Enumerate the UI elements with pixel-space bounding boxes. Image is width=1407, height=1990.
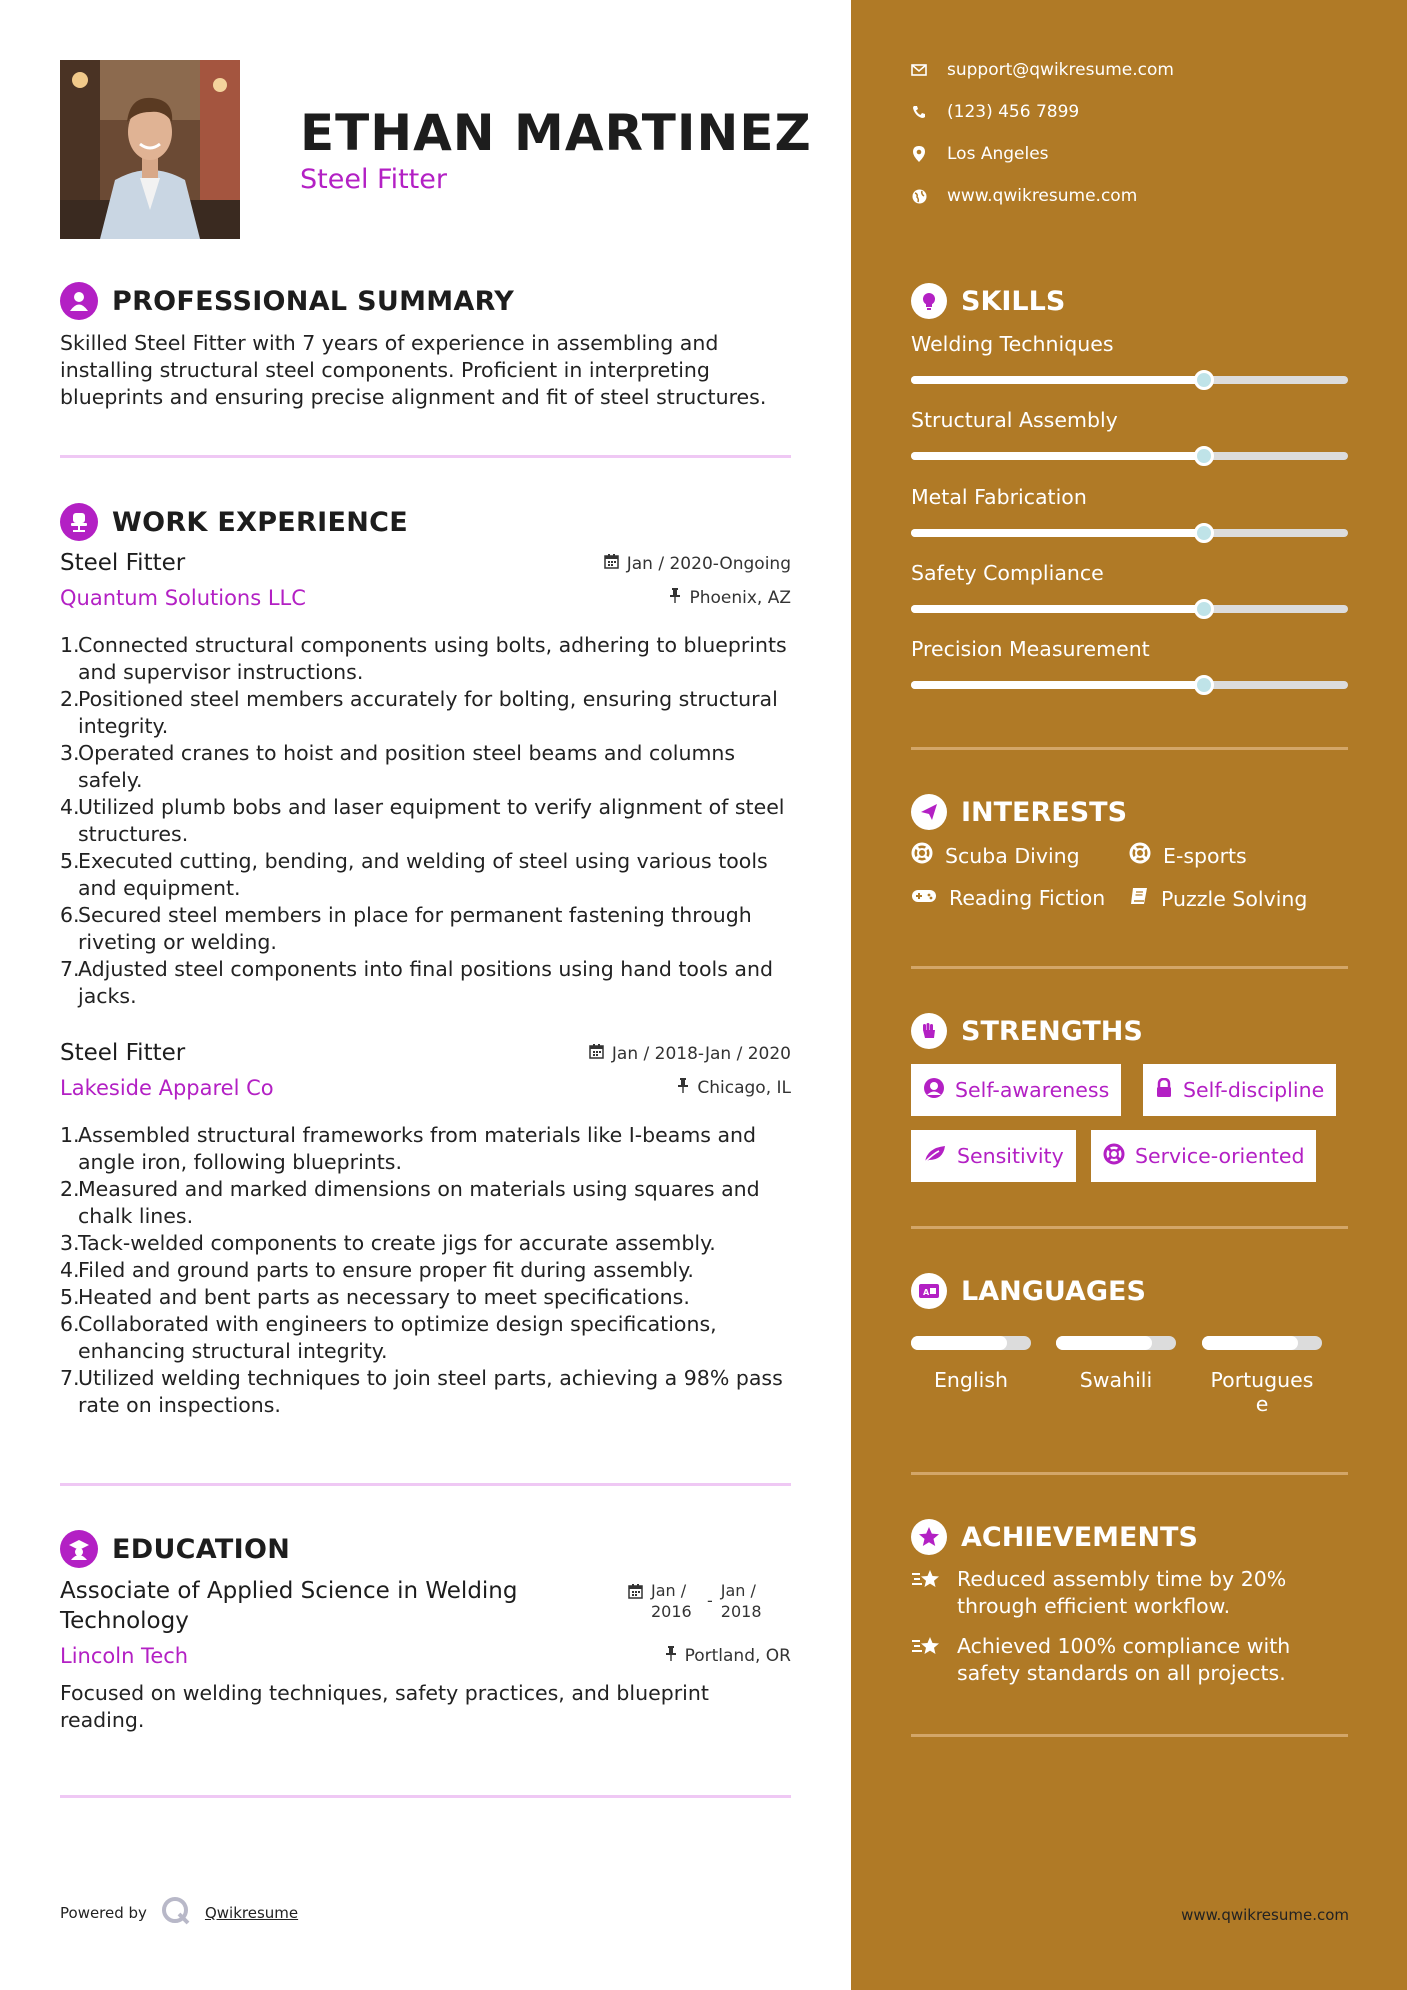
skill-name: Safety Compliance xyxy=(911,561,1104,585)
education-heading xyxy=(60,1530,290,1568)
skill-bar-knob xyxy=(1194,523,1214,543)
fist-icon xyxy=(911,1013,947,1049)
job-entry xyxy=(60,550,791,1010)
strength-badge: Service-oriented xyxy=(1091,1130,1316,1182)
footer-powered xyxy=(60,1896,298,1930)
list-item: 6. Collaborated with engineers to optimize design specifications, enhancing structural integrity. xyxy=(60,1312,717,1363)
job-date: Jan / 2018-Jan / 2020 xyxy=(589,1044,791,1064)
language-bar xyxy=(911,1336,1031,1350)
language-name: Portugues e xyxy=(1210,1368,1314,1416)
graduate-icon xyxy=(60,1530,98,1568)
lightbulb-icon xyxy=(911,283,947,319)
skill-bar xyxy=(911,376,1348,384)
job-date: Jan / 2020-Ongoing xyxy=(604,554,791,574)
skill-item xyxy=(911,332,1348,356)
job-location: Chicago, IL xyxy=(677,1078,791,1098)
education-start: Jan / 2016 xyxy=(651,1581,692,1621)
calendar-icon xyxy=(628,1580,643,1604)
paper-plane-icon xyxy=(911,794,947,830)
lifebuoy-icon xyxy=(1129,842,1151,869)
powered-by-label: Powered by xyxy=(60,1904,147,1922)
interests-title: INTERESTS xyxy=(961,796,1128,828)
list-item: 6. Secured steel members in place for permanent fastening through riveting or welding. xyxy=(60,903,752,954)
list-item: 1. Assembled structural frameworks from materials like I-beams and angle iron, following blueprints. xyxy=(60,1123,757,1174)
language-name: Swahili xyxy=(1079,1368,1153,1392)
profile-photo xyxy=(60,60,240,239)
skill-bar xyxy=(911,681,1348,689)
phone-icon xyxy=(911,105,927,119)
job-location: Phoenix, AZ xyxy=(669,588,791,608)
education-description: Focused on welding techniques, safety practices, and blueprint reading. xyxy=(60,1681,709,1732)
leaf-icon xyxy=(923,1144,947,1169)
envelope-icon xyxy=(911,64,927,76)
skill-bar-fill xyxy=(911,376,1204,384)
candidate-title: Steel Fitter xyxy=(300,164,447,195)
date-separator: - xyxy=(707,1591,713,1610)
book-icon xyxy=(1129,886,1149,911)
job-duties xyxy=(60,1122,800,1419)
list-item: 2. Measured and marked dimensions on materials using squares and chalk lines. xyxy=(60,1177,760,1228)
skill-name: Welding Techniques xyxy=(911,332,1114,356)
list-item: 3. Tack-welded components to create jigs for accurate assembly. xyxy=(60,1231,716,1255)
lifebuoy-icon xyxy=(1103,1143,1125,1170)
summary-text: Skilled Steel Fitter with 7 years of experience in assembling and installing structural steel components. Proficient in interpreting blueprints and ensuring precise alignment and fit of steel structures. xyxy=(60,331,767,409)
contact-email[interactable]: support@qwikresume.com xyxy=(911,60,1174,80)
language-bar xyxy=(1056,1336,1176,1350)
achievements-title: ACHIEVEMENTS xyxy=(961,1521,1198,1553)
languages-heading xyxy=(911,1273,1146,1309)
achievement-item: Achieved 100% compliance with safety standards on all projects. xyxy=(911,1633,1348,1687)
skill-item xyxy=(911,408,1348,432)
interest-item: Puzzle Solving xyxy=(1129,886,1307,911)
experience-title: WORK EXPERIENCE xyxy=(112,506,408,538)
star-badge-icon xyxy=(911,1519,947,1555)
skills-heading xyxy=(911,283,1065,319)
list-item: 7. Utilized welding techniques to join steel parts, achieving a 98% pass rate on inspections. xyxy=(60,1366,783,1417)
skill-bar xyxy=(911,529,1348,537)
sidebar xyxy=(851,0,1407,1990)
job-company: Quantum Solutions LLC xyxy=(60,586,306,610)
experience-heading xyxy=(60,503,408,541)
summary-title: PROFESSIONAL SUMMARY xyxy=(112,285,515,317)
job-title: Steel Fitter xyxy=(60,1040,186,1066)
skills-title: SKILLS xyxy=(961,285,1066,317)
list-item: 3. Operated cranes to hoist and position steel beams and columns safely. xyxy=(60,741,736,792)
summary-heading xyxy=(60,282,514,320)
user-icon xyxy=(60,282,98,320)
skill-bar-fill xyxy=(911,681,1204,689)
qwikresume-link[interactable]: Qwikresume xyxy=(204,1904,299,1922)
languages-title: LANGUAGES xyxy=(961,1275,1146,1307)
candidate-name: ETHAN MARTINEZ xyxy=(300,104,812,162)
language-bar-fill xyxy=(911,1336,1007,1350)
skill-item xyxy=(911,637,1348,661)
shooting-star-icon xyxy=(911,1566,943,1601)
language-name: English xyxy=(933,1368,1009,1392)
interest-item: Reading Fiction xyxy=(911,886,1105,910)
language-bar-fill xyxy=(1202,1336,1298,1350)
contact-website[interactable]: www.qwikresume.com xyxy=(911,186,1137,206)
calendar-icon xyxy=(604,554,619,574)
skill-name: Metal Fabrication xyxy=(911,485,1087,509)
office-chair-icon xyxy=(60,503,98,541)
skill-bar-fill xyxy=(911,452,1204,460)
divider xyxy=(911,966,1348,969)
skill-bar-knob xyxy=(1194,446,1214,466)
skill-bar-knob xyxy=(1194,599,1214,619)
list-item: 5. Heated and bent parts as necessary to meet specifications. xyxy=(60,1285,690,1309)
language-bar xyxy=(1202,1336,1322,1350)
skill-name: Precision Measurement xyxy=(911,637,1150,661)
divider xyxy=(60,1795,791,1798)
list-item: 5. Executed cutting, bending, and welding of steel using various tools and equipment. xyxy=(60,849,768,900)
list-item: 7. Adjusted steel components into final positions using hand tools and jacks. xyxy=(60,957,773,1008)
divider xyxy=(911,1226,1348,1229)
list-item: 2. Positioned steel members accurately for bolting, ensuring structural integrity. xyxy=(60,687,778,738)
lock-icon xyxy=(1155,1078,1173,1103)
list-item: 4. Utilized plumb bobs and laser equipment to verify alignment of steel structures. xyxy=(60,795,785,846)
pin-icon xyxy=(665,1646,677,1666)
degree: Associate of Applied Science in Welding Technology xyxy=(60,1578,518,1634)
skill-bar-fill xyxy=(911,529,1204,537)
qwikresume-logo-icon xyxy=(161,1896,191,1930)
skill-bar-fill xyxy=(911,605,1204,613)
achievements-heading xyxy=(911,1519,1198,1555)
strengths-title: STRENGTHS xyxy=(961,1015,1143,1047)
list-item: 4. Filed and ground parts to ensure proper fit during assembly. xyxy=(60,1258,694,1282)
svg-text:A: A xyxy=(923,1288,930,1297)
interest-item: Scuba Diving xyxy=(911,842,1080,869)
education-dates xyxy=(628,1580,769,1622)
skill-bar xyxy=(911,452,1348,460)
job-company: Lakeside Apparel Co xyxy=(60,1076,274,1100)
shooting-star-icon xyxy=(911,1633,943,1668)
strength-badge: Sensitivity xyxy=(911,1130,1076,1182)
divider xyxy=(911,1734,1348,1737)
pin-icon xyxy=(669,588,681,608)
skill-bar-knob xyxy=(1194,675,1214,695)
skill-bar xyxy=(911,605,1348,613)
pin-icon xyxy=(677,1078,689,1098)
contact-phone[interactable]: (123) 456 7899 xyxy=(911,102,1079,122)
divider xyxy=(911,747,1348,750)
skill-item xyxy=(911,561,1348,585)
divider xyxy=(911,1472,1348,1475)
job-title: Steel Fitter xyxy=(60,550,186,576)
map-pin-icon xyxy=(911,146,927,162)
skill-name: Structural Assembly xyxy=(911,408,1118,432)
footer-site[interactable]: www.qwikresume.com xyxy=(1181,1906,1349,1924)
interests-heading xyxy=(911,794,1127,830)
strengths-heading xyxy=(911,1013,1143,1049)
divider xyxy=(60,1483,791,1486)
strength-badge: Self-awareness xyxy=(911,1064,1121,1116)
lifebuoy-icon xyxy=(911,842,933,869)
user-circle-icon xyxy=(923,1077,945,1104)
achievement-item: Reduced assembly time by 20% through efficient workflow. xyxy=(911,1566,1348,1620)
education-title: EDUCATION xyxy=(112,1533,291,1565)
strength-badge: Self-discipline xyxy=(1143,1064,1336,1116)
contact-location: Los Angeles xyxy=(911,144,1049,164)
gamepad-icon xyxy=(911,886,937,910)
job-duties xyxy=(60,632,800,1010)
language-icon xyxy=(911,1273,947,1309)
divider xyxy=(60,455,791,458)
job-entry xyxy=(60,1040,791,1420)
globe-icon xyxy=(911,189,927,204)
language-bar-fill xyxy=(1056,1336,1152,1350)
education-end: Jan / 2018 xyxy=(720,1581,762,1621)
interest-item: E-sports xyxy=(1129,842,1247,869)
education-location: Portland, OR xyxy=(665,1646,791,1666)
calendar-icon xyxy=(589,1044,604,1064)
school: Lincoln Tech xyxy=(60,1644,189,1668)
list-item: 1. Connected structural components using bolts, adhering to blueprints and supervisor instructions. xyxy=(60,633,787,684)
skill-bar-knob xyxy=(1194,370,1214,390)
skill-item xyxy=(911,485,1348,509)
